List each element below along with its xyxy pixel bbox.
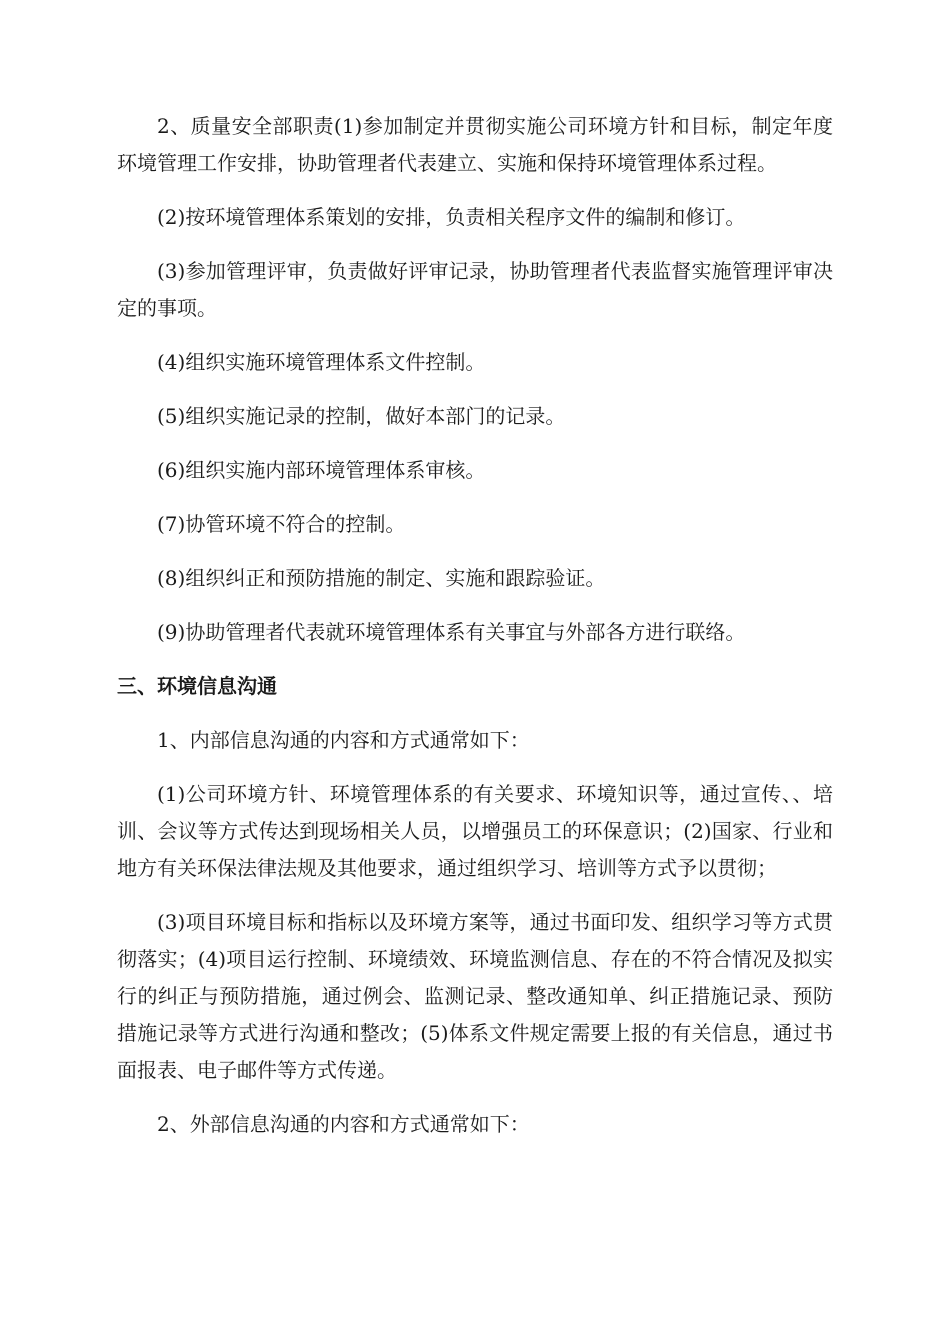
paragraph: (2)按环境管理体系策划的安排，负责相关程序文件的编制和修订。	[157, 205, 746, 229]
paragraph: (9)协助管理者代表就环境管理体系有关事宜与外部各方进行联络。	[157, 620, 746, 644]
paragraph: (8)组织纠正和预防措施的制定、实施和跟踪验证。	[157, 566, 606, 590]
paragraph: (3)参加管理评审，负责做好评审记录，协助管理者代表监督实施管理评审决定的事项。	[117, 259, 833, 320]
paragraph: (4)组织实施环境管理体系文件控制。	[157, 350, 486, 374]
paragraph: (7)协管环境不符合的控制。	[157, 512, 406, 536]
paragraph: (1)公司环境方针、环境管理体系的有关要求、环境知识等，通过宣传、、培训、会议等方式传达到现场相关人员，以增强员工的环保意识；(2)国家、行业和地方有关环保法律法规及其他要求，通过组织学习、培训等方式予以贯彻；	[117, 782, 833, 880]
section-heading: 三、环境信息沟通	[117, 674, 277, 698]
paragraph: 2、质量安全部职责(1)参加制定并贯彻实施公司环境方针和目标，制定年度环境管理工作安排，协助管理者代表建立、实施和保持环境管理体系过程。	[117, 114, 833, 175]
paragraph: 2、外部信息沟通的内容和方式通常如下：	[157, 1112, 530, 1136]
paragraph: (5)组织实施记录的控制，做好本部门的记录。	[157, 404, 566, 428]
document-page	[117, 108, 833, 1160]
paragraph: (6)组织实施内部环境管理体系审核。	[157, 458, 486, 482]
paragraph: (3)项目环境目标和指标以及环境方案等，通过书面印发、组织学习等方式贯彻落实；(4)项目运行控制、环境绩效、环境监测信息、存在的不符合情况及拟实行的纠正与预防措施，通过例会、监测记录、整改通知单、纠正措施记录、预防措施记录等方式进行沟通和整改；(5)体系文件规定需要上报的有关信息，通过书面报表、电子邮件等方式传递。	[117, 910, 833, 1082]
paragraph: 1、内部信息沟通的内容和方式通常如下：	[157, 728, 530, 752]
